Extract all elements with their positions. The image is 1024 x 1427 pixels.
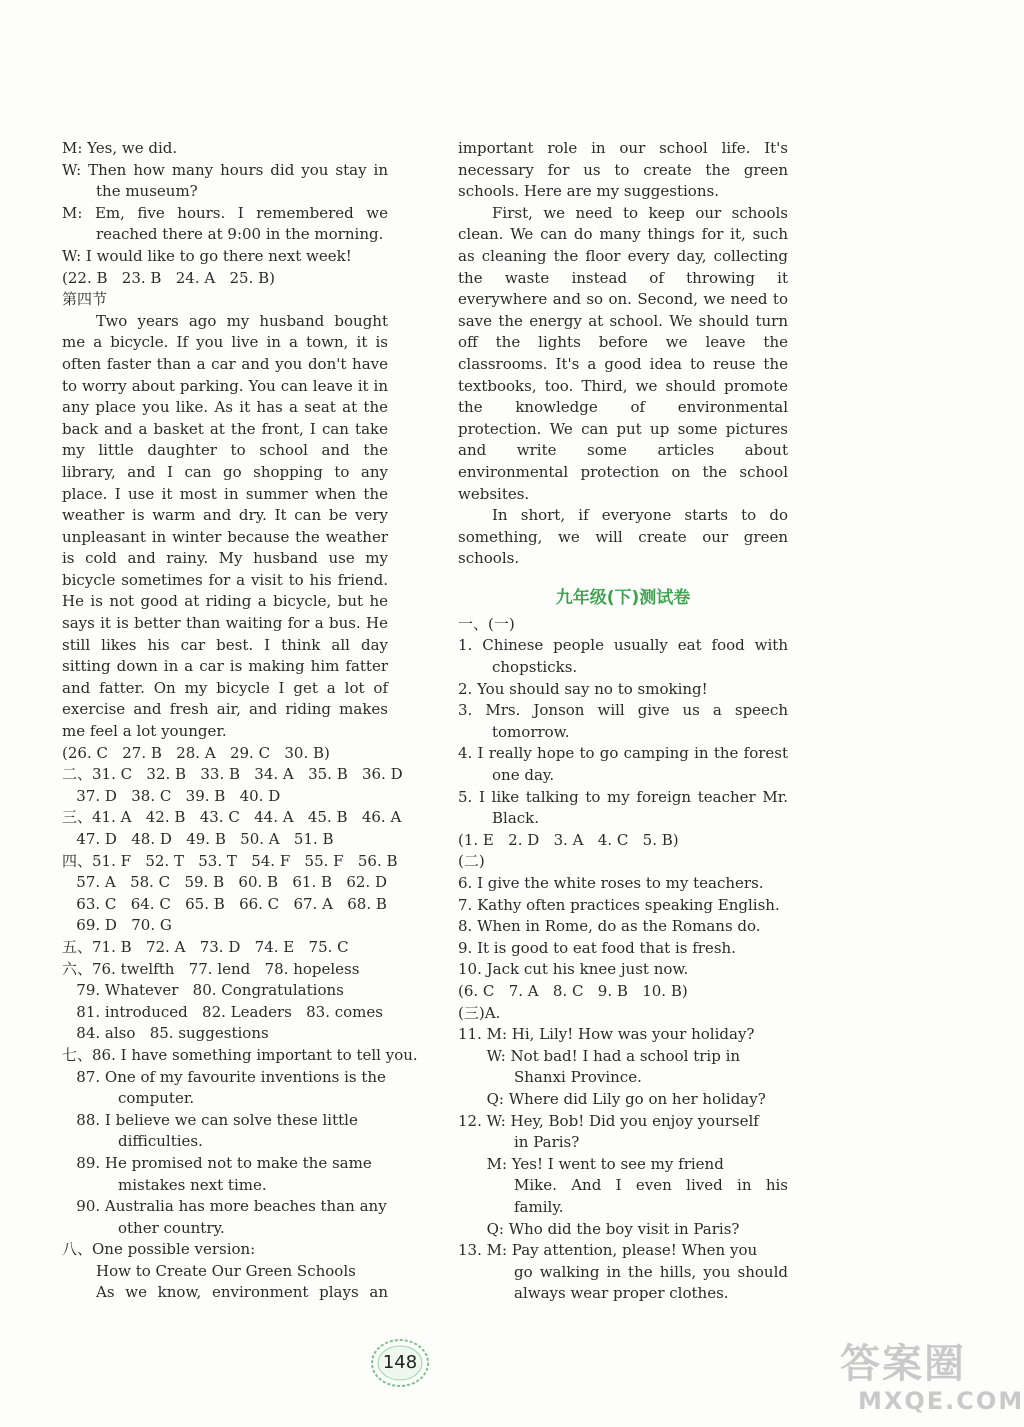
text-line: 63. C 64. C 65. B 66. C 67. A 68. B — [62, 894, 387, 913]
text-line: everywhere and so on. Second, we need to — [458, 290, 788, 309]
text-line: something, we will create our green — [458, 527, 788, 546]
text-line: go walking in the hills, you should — [514, 1262, 788, 1281]
watermark-bottom: MXQE.COM — [858, 1387, 1024, 1415]
text-line: M: Yes, we did. — [62, 139, 178, 157]
text-line: Two years ago my husband bought — [96, 311, 388, 330]
text-line: family. — [514, 1197, 564, 1216]
text-line: (二) — [458, 852, 485, 871]
text-line: As we know, environment plays an — [96, 1283, 388, 1302]
text-line: 57. A 58. C 59. B 60. B 61. B 62. D — [62, 873, 387, 892]
text-line: off the lights before we leave the — [458, 333, 788, 352]
text-line: W: Then how many hours did you stay in — [62, 160, 388, 179]
text-line: 2. You should say no to smoking! — [458, 679, 708, 698]
text-line: 81. introduced 82. Leaders 83. comes — [62, 1002, 383, 1021]
text-line: and write some articles about — [458, 441, 788, 460]
text-line: 13. M: Pay attention, please! When you — [458, 1241, 758, 1260]
text-line: my little daughter to school and the — [62, 441, 388, 460]
text-line: necessary for us to create the green — [458, 160, 788, 179]
text-line: library, and I can go shopping to any — [62, 462, 388, 481]
text-line: environmental protection on the school — [458, 462, 788, 481]
text-line: schools. Here are my suggestions. — [458, 182, 719, 201]
text-line: First, we need to keep our schools — [492, 203, 788, 222]
text-line: 第四节 — [62, 290, 108, 309]
text-line: difficulties. — [118, 1132, 203, 1151]
text-line: (6. C 7. A 8. C 9. B 10. B) — [458, 981, 688, 1000]
text-line: one day. — [492, 766, 555, 785]
text-line: in Paris? — [514, 1133, 580, 1152]
text-line: 七、86. I have something important to tell you. — [62, 1045, 418, 1064]
text-line: the museum? — [96, 182, 198, 201]
text-line: other country. — [118, 1218, 225, 1237]
text-line: sitting down in a car is making him fatter — [62, 657, 388, 676]
text-line: 11. M: Hi, Lily! How was your holiday? — [458, 1025, 755, 1044]
text-line: websites. — [458, 484, 530, 503]
text-line: weather is warm and dry. It can be very — [62, 506, 388, 525]
text-line: chopsticks. — [492, 658, 578, 677]
text-line: back and a basket at the front, I can take — [62, 419, 388, 438]
text-line: W: Not bad! I had a school trip in — [458, 1046, 741, 1065]
text-line: always wear proper clothes. — [514, 1284, 729, 1303]
text-line: 87. One of my favourite inventions is the — [62, 1067, 386, 1086]
text-line: 7. Kathy often practices speaking English. — [458, 895, 780, 914]
text-line: schools. — [458, 549, 520, 568]
text-line: unpleasant in winter because the weather — [62, 527, 388, 546]
text-line: 三、41. A 42. B 43. C 44. A 45. B 46. A — [62, 808, 402, 827]
text-line: the knowledge of environmental — [458, 398, 788, 417]
text-line: me a bicycle. If you live in a town, it is — [62, 333, 388, 352]
text-line: W: I would like to go there next week! — [62, 246, 352, 265]
text-line: 5. I like talking to my foreign teacher Mr. — [458, 787, 788, 806]
text-line: 12. W: Hey, Bob! Did you enjoy yourself — [458, 1111, 759, 1130]
text-line: often faster than a car and you don't have — [62, 354, 388, 373]
text-line: classrooms. It's a good idea to reuse the — [458, 354, 788, 373]
text-line: as cleaning the floor every day, collecting — [458, 246, 788, 265]
text-line: reached there at 9:00 in the morning. — [96, 225, 384, 244]
text-line: 88. I believe we can solve these little — [62, 1110, 358, 1129]
text-line: 6. I give the white roses to my teachers. — [458, 874, 764, 892]
text-line: protection. We can put up some pictures — [458, 419, 788, 438]
text-line: 4. I really hope to go camping in the forest — [458, 744, 788, 763]
text-line: 89. He promised not to make the same — [62, 1153, 372, 1172]
text-line: 84. also 85. suggestions — [62, 1024, 269, 1043]
text-line: 四、51. F 52. T 53. T 54. F 55. F 56. B — [62, 851, 398, 870]
text-line: Shanxi Province. — [514, 1068, 642, 1087]
text-line: to worry about parking. You can leave it in — [62, 376, 388, 395]
text-line: Mike. And I even lived in his — [514, 1176, 788, 1195]
text-line: Black. — [492, 809, 540, 828]
text-line: 37. D 38. C 39. B 40. D — [62, 786, 281, 805]
text-line: 八、One possible version: — [62, 1240, 256, 1259]
text-line: tomorrow. — [492, 722, 570, 741]
text-line: Q: Who did the boy visit in Paris? — [458, 1219, 740, 1238]
text-line: (26. C 27. B 28. A 29. C 30. B) — [62, 743, 330, 762]
text-line: 一、(一) — [458, 614, 515, 633]
text-line: 10. Jack cut his knee just now. — [458, 960, 689, 979]
text-line: 3. Mrs. Jonson will give us a speech — [458, 701, 788, 720]
text-line: 六、76. twelfth 77. lend 78. hopeless — [62, 959, 360, 978]
left-column — [62, 138, 418, 1304]
page-number: 148 — [382, 1352, 418, 1373]
text-line: still likes his car best. I think all day — [62, 635, 388, 654]
text-line: bicycle sometimes for a visit to his friend. — [62, 570, 388, 589]
text-line: textbooks, too. Third, we should promote — [458, 376, 788, 395]
text-line: 47. D 48. D 49. B 50. A 51. B — [62, 830, 334, 848]
text-line: (22. B 23. B 24. A 25. B) — [62, 268, 276, 287]
text-line: computer. — [118, 1089, 195, 1108]
text-line: 1. Chinese people usually eat food with — [458, 636, 788, 655]
page-number-badge — [367, 1335, 433, 1391]
text-line: 9. It is good to eat food that is fresh. — [458, 938, 736, 957]
text-line: M: Em, five hours. I remembered we — [62, 203, 388, 222]
text-line: 8. When in Rome, do as the Romans do. — [458, 917, 761, 936]
text-line: 二、31. C 32. B 33. B 34. A 35. B 36. D — [62, 765, 403, 784]
text-line: 69. D 70. G — [62, 916, 172, 935]
text-line: Q: Where did Lily go on her holiday? — [458, 1089, 766, 1108]
text-line: any place you like. As it has a seat at the — [62, 398, 388, 417]
section-title: 九年级(下)测试卷 — [555, 587, 691, 608]
text-line: (1. E 2. D 3. A 4. C 5. B) — [458, 830, 679, 849]
text-line: (三)A. — [458, 1003, 501, 1022]
text-line: 五、71. B 72. A 73. D 74. E 75. C — [62, 937, 349, 956]
text-line: place. I use it most in summer when the — [62, 484, 388, 503]
text-line: the waste instead of throwing it — [458, 268, 788, 287]
text-line: mistakes next time. — [118, 1175, 267, 1194]
watermark-logo — [840, 1340, 1024, 1420]
text-line: M: Yes! I went to see my friend — [458, 1154, 724, 1173]
text-line: clean. We can do many things for it, such — [458, 225, 788, 244]
right-column — [458, 138, 788, 1305]
text-line: How to Create Our Green Schools — [96, 1261, 356, 1280]
text-line: He is not good at riding a bicycle, but he — [62, 592, 388, 611]
text-line: In short, if everyone starts to do — [492, 506, 788, 525]
text-line: save the energy at school. We should turn — [458, 311, 788, 330]
watermark-top: 答案圈 — [840, 1341, 966, 1387]
text-line: 79. Whatever 80. Congratulations — [62, 981, 344, 1000]
text-line: exercise and fresh air, and riding makes — [62, 700, 388, 719]
text-line: says it is better than waiting for a bus. He — [62, 614, 388, 633]
text-line: is cold and rainy. My husband use my — [62, 549, 388, 568]
text-line: me feel a lot younger. — [62, 722, 227, 741]
text-line: and fatter. On my bicycle I get a lot of — [62, 678, 388, 697]
text-line: important role in our school life. It's — [458, 139, 788, 157]
text-line: 90. Australia has more beaches than any — [62, 1197, 387, 1216]
